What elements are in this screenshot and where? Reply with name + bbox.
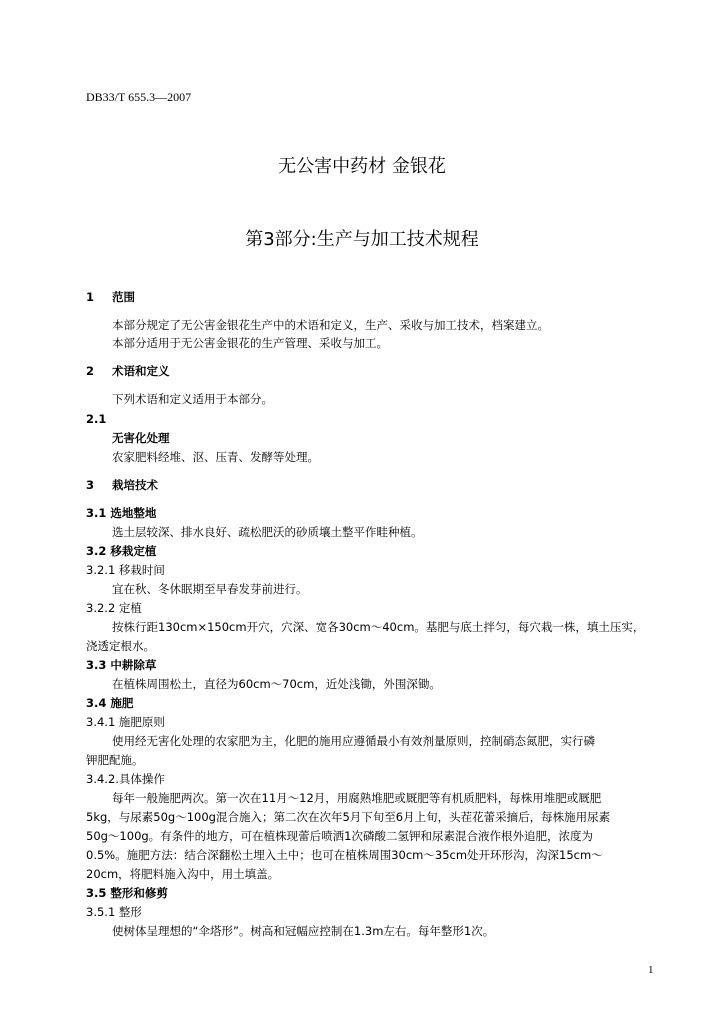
section-number: 1: [86, 290, 95, 304]
paragraph: 宜在秋、冬休眠期至早春发芽前进行。: [112, 582, 308, 596]
paragraph-line: 0.5%。施肥方法：结合深翻松土埋入土中；也可在植株周围30cm～35cm处开环形沟，沟深15cm～: [86, 848, 603, 862]
document-title: 无公害中药材 金银花: [278, 156, 446, 177]
subclause-heading: 3.4.2.具体操作: [86, 772, 165, 786]
paragraph: 本部分适用于无公害金银花的生产管理、采收与加工。: [112, 336, 388, 350]
section-title: 范围: [112, 290, 135, 304]
paragraph: 本部分规定了无公害金银花生产中的术语和定义，生产、采收与加工技术，档案建立。: [112, 318, 549, 332]
subclause-heading: 3.5.1 整形: [86, 905, 142, 919]
clause-number: 2.1: [86, 412, 107, 426]
paragraph-line: 按株行距130cm×150cm开穴，穴深、宽各30cm～40cm。基肥与底土拌匀，每穴栽一株，填土压实，: [112, 620, 645, 634]
paragraph: 选土层较深、排水良好、疏松肥沃的砂质壤土整平作畦种植。: [112, 525, 423, 539]
section-title: 术语和定义: [112, 364, 170, 378]
clause-heading: 3.1 选地整地: [86, 506, 157, 520]
subclause-heading: 3.4.1 施肥原则: [86, 715, 165, 729]
paragraph-line: 5kg，与尿素50g～100g混合施入；第二次在次年5月下旬至6月上旬，头茬花蕾采摘后，每株施用尿素: [86, 810, 611, 824]
clause-heading: 3.5 整形和修剪: [86, 886, 168, 900]
section-title: 栽培技术: [112, 478, 158, 492]
paragraph: 下列术语和定义适用于本部分。: [112, 392, 273, 406]
paragraph-line: 50g～100g。有条件的地方，可在植株现蕾后喷洒1次磷酸二氢钾和尿素混合液作根外追肥，浓度为: [86, 829, 593, 843]
section-number: 3: [86, 478, 95, 492]
section-1-heading: [86, 290, 135, 304]
clause-heading: 3.2 移栽定植: [86, 544, 157, 558]
paragraph-line: 20cm，将肥料施入沟中，用土填盖。: [86, 867, 280, 881]
section-2-heading: [86, 364, 170, 378]
section-3-heading: [86, 478, 158, 492]
term-heading: 无害化处理: [112, 431, 170, 445]
subclause-heading: 3.2.2 定植: [86, 601, 142, 615]
paragraph: 使树体呈理想的“伞塔形”。树高和冠幅应控制在1.3m左右。每年整形1次。: [112, 924, 495, 938]
paragraph-line: 每年一般施肥两次。第一次在11月～12月，用腐熟堆肥或厩肥等有机质肥料，每株用堆肥或厩肥: [112, 791, 602, 805]
page-number: 1: [648, 964, 654, 976]
paragraph-line: 浇透定根水。: [86, 639, 155, 653]
standard-number: DB33/T 655.3—2007: [86, 90, 192, 104]
paragraph: 在植株周围松土，直径为60cm～70cm，近处浅锄，外围深锄。: [112, 677, 441, 691]
subclause-heading: 3.2.1 移栽时间: [86, 563, 165, 577]
paragraph-line: 使用经无害化处理的农家肥为主，化肥的施用应遵循最小有效剂量原则，控制硝态氮肥，实行磷: [112, 734, 595, 748]
clause-heading: 3.3 中耕除草: [86, 658, 157, 672]
document-subtitle: 第3部分:生产与加工技术规程: [245, 229, 479, 250]
paragraph-line: 钾肥配施。: [86, 753, 144, 767]
term-definition: 农家肥料经堆、沤、压青、发酵等处理。: [112, 450, 319, 464]
clause-heading: 3.4 施肥: [86, 696, 134, 710]
section-number: 2: [86, 364, 95, 378]
